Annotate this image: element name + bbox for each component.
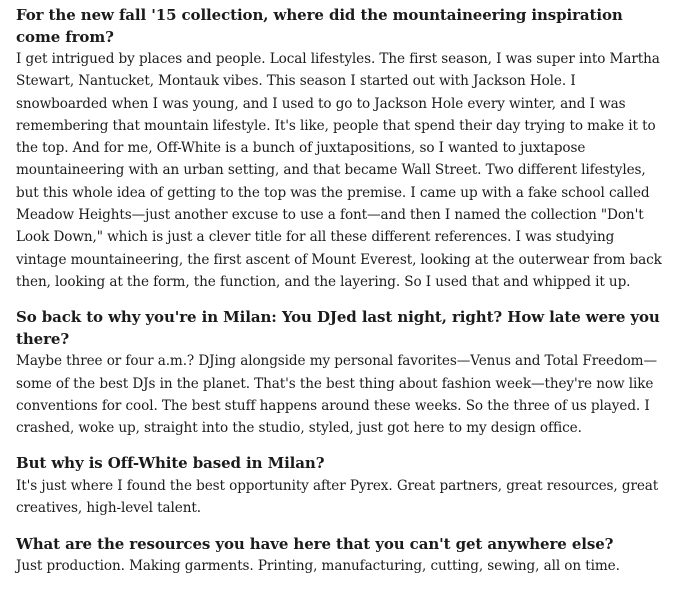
qa-block-4 [16,534,668,578]
answer-paragraph: Just production. Making garments. Printing, manufacturing, cutting, sewing, all on time. [16,558,620,575]
answer-paragraph: I get intrigued by places and people. Local lifestyles. The first season, I was super into Martha Stewart, Nantucket, Montauk vibes. This season I started out with Jackson Hole. I snowboarded when I was young, and I used to go to Jackson Hole every winter, and I was remembering that mountain lifestyle. It's like, people that spend their day trying to make it to the top. And for me, Off-White is a bunch of juxtapositions, so I wanted to juxtapose mountaineering with an urban setting, and that became Wall Street. Two different lifestyles, but this whole idea of getting to the top was the premise. I came up with a fake school called Meadow Heights—just another excuse to use a font—and then I named the collection "Don't Look Down," which is just a clever title for all these different references. I was studying vintage mountaineering, the first ascent of Mount Everest, looking at the outerwear from back then, looking at the form, the function, and the layering. So I used that and whipped it up. [16,51,662,290]
question-heading: What are the resources you have here that you can't get anywhere else? [16,534,614,553]
question-heading: But why is Off-White based in Milan? [16,454,325,473]
interview-article [16,5,668,591]
qa-block-1 [16,5,668,293]
answer-paragraph: Maybe three or four a.m.? DJing alongside my personal favorites—Venus and Total Freedom—some of the best DJs in the planet. That's the best thing about fashion week—they're now like conventions for cool. The best stuff happens around these weeks. So the three of us played. I crashed, woke up, straight into the studio, styled, just got here to my design office. [16,353,657,437]
qa-block-3 [16,453,668,519]
question-heading: So back to why you're in Milan: You DJed last night, right? How late were you there? [16,308,660,348]
qa-block-2 [16,307,668,439]
answer-paragraph: It's just where I found the best opportunity after Pyrex. Great partners, great resources, great creatives, high-level talent. [16,477,659,517]
question-heading: For the new fall '15 collection, where did the mountaineering inspiration come from? [16,6,623,46]
